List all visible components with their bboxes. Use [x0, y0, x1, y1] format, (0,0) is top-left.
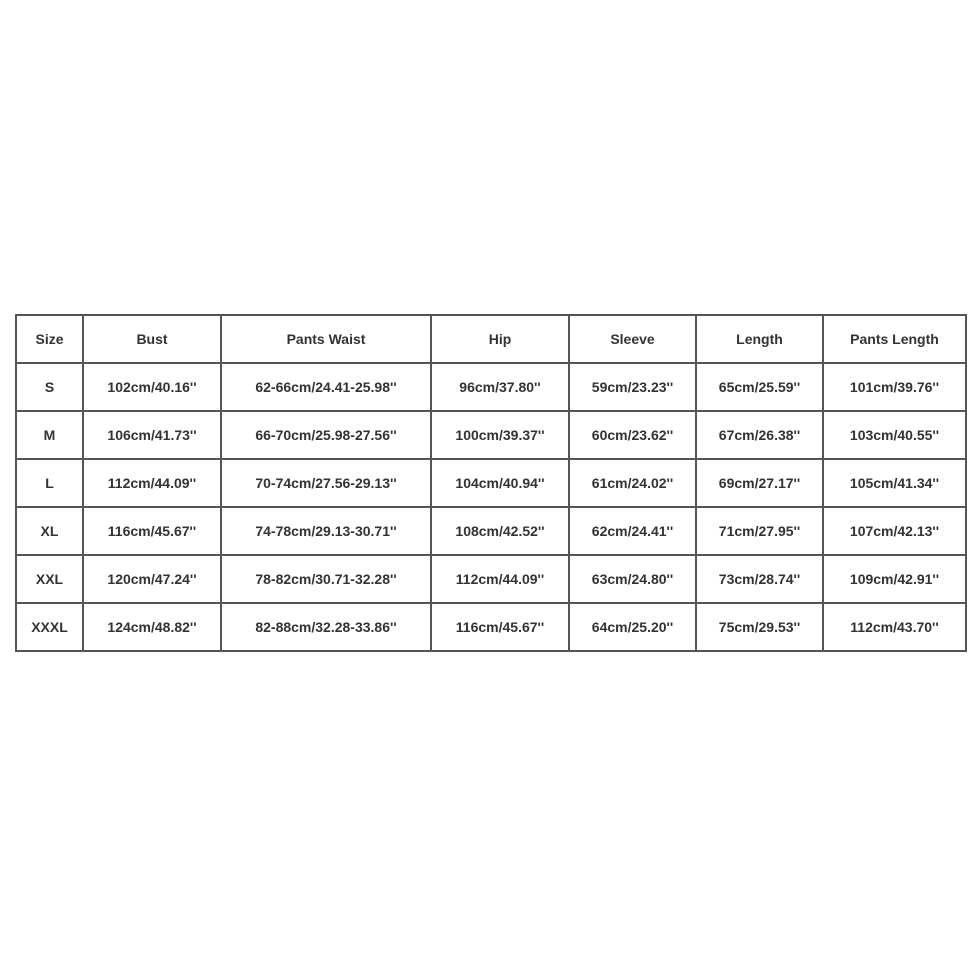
- cell-bust: 106cm/41.73'': [83, 411, 221, 459]
- cell-hip: 104cm/40.94'': [431, 459, 569, 507]
- cell-hip: 100cm/39.37'': [431, 411, 569, 459]
- cell-hip: 96cm/37.80'': [431, 363, 569, 411]
- table-row: [16, 411, 966, 459]
- cell-size: S: [16, 363, 83, 411]
- table-row: [16, 459, 966, 507]
- cell-length: 71cm/27.95'': [696, 507, 823, 555]
- cell-size: M: [16, 411, 83, 459]
- cell-sleeve: 62cm/24.41'': [569, 507, 696, 555]
- cell-pants-waist: 74-78cm/29.13-30.71'': [221, 507, 431, 555]
- cell-bust: 112cm/44.09'': [83, 459, 221, 507]
- cell-pants-waist: 70-74cm/27.56-29.13'': [221, 459, 431, 507]
- cell-sleeve: 61cm/24.02'': [569, 459, 696, 507]
- cell-length: 65cm/25.59'': [696, 363, 823, 411]
- cell-length: 67cm/26.38'': [696, 411, 823, 459]
- cell-size: XXL: [16, 555, 83, 603]
- cell-size: XXXL: [16, 603, 83, 651]
- header-length: Length: [696, 315, 823, 363]
- header-pants-waist: Pants Waist: [221, 315, 431, 363]
- cell-length: 75cm/29.53'': [696, 603, 823, 651]
- cell-pants-waist: 82-88cm/32.28-33.86'': [221, 603, 431, 651]
- header-row: [16, 315, 966, 363]
- cell-length: 73cm/28.74'': [696, 555, 823, 603]
- cell-pants-length: 105cm/41.34'': [823, 459, 966, 507]
- header-sleeve: Sleeve: [569, 315, 696, 363]
- cell-bust: 116cm/45.67'': [83, 507, 221, 555]
- cell-bust: 124cm/48.82'': [83, 603, 221, 651]
- cell-sleeve: 59cm/23.23'': [569, 363, 696, 411]
- cell-pants-length: 112cm/43.70'': [823, 603, 966, 651]
- cell-length: 69cm/27.17'': [696, 459, 823, 507]
- table-row: [16, 603, 966, 651]
- cell-size: L: [16, 459, 83, 507]
- cell-hip: 116cm/45.67'': [431, 603, 569, 651]
- header-bust: Bust: [83, 315, 221, 363]
- cell-hip: 108cm/42.52'': [431, 507, 569, 555]
- cell-pants-waist: 78-82cm/30.71-32.28'': [221, 555, 431, 603]
- cell-pants-length: 109cm/42.91'': [823, 555, 966, 603]
- cell-pants-length: 101cm/39.76'': [823, 363, 966, 411]
- cell-sleeve: 63cm/24.80'': [569, 555, 696, 603]
- cell-pants-length: 103cm/40.55'': [823, 411, 966, 459]
- size-chart-table: [15, 314, 967, 652]
- header-hip: Hip: [431, 315, 569, 363]
- table-row: [16, 555, 966, 603]
- cell-hip: 112cm/44.09'': [431, 555, 569, 603]
- cell-pants-waist: 66-70cm/25.98-27.56'': [221, 411, 431, 459]
- cell-bust: 102cm/40.16'': [83, 363, 221, 411]
- cell-pants-length: 107cm/42.13'': [823, 507, 966, 555]
- cell-pants-waist: 62-66cm/24.41-25.98'': [221, 363, 431, 411]
- table-row: [16, 507, 966, 555]
- table-row: [16, 363, 966, 411]
- cell-bust: 120cm/47.24'': [83, 555, 221, 603]
- header-size: Size: [16, 315, 83, 363]
- header-pants-length: Pants Length: [823, 315, 966, 363]
- cell-size: XL: [16, 507, 83, 555]
- cell-sleeve: 64cm/25.20'': [569, 603, 696, 651]
- cell-sleeve: 60cm/23.62'': [569, 411, 696, 459]
